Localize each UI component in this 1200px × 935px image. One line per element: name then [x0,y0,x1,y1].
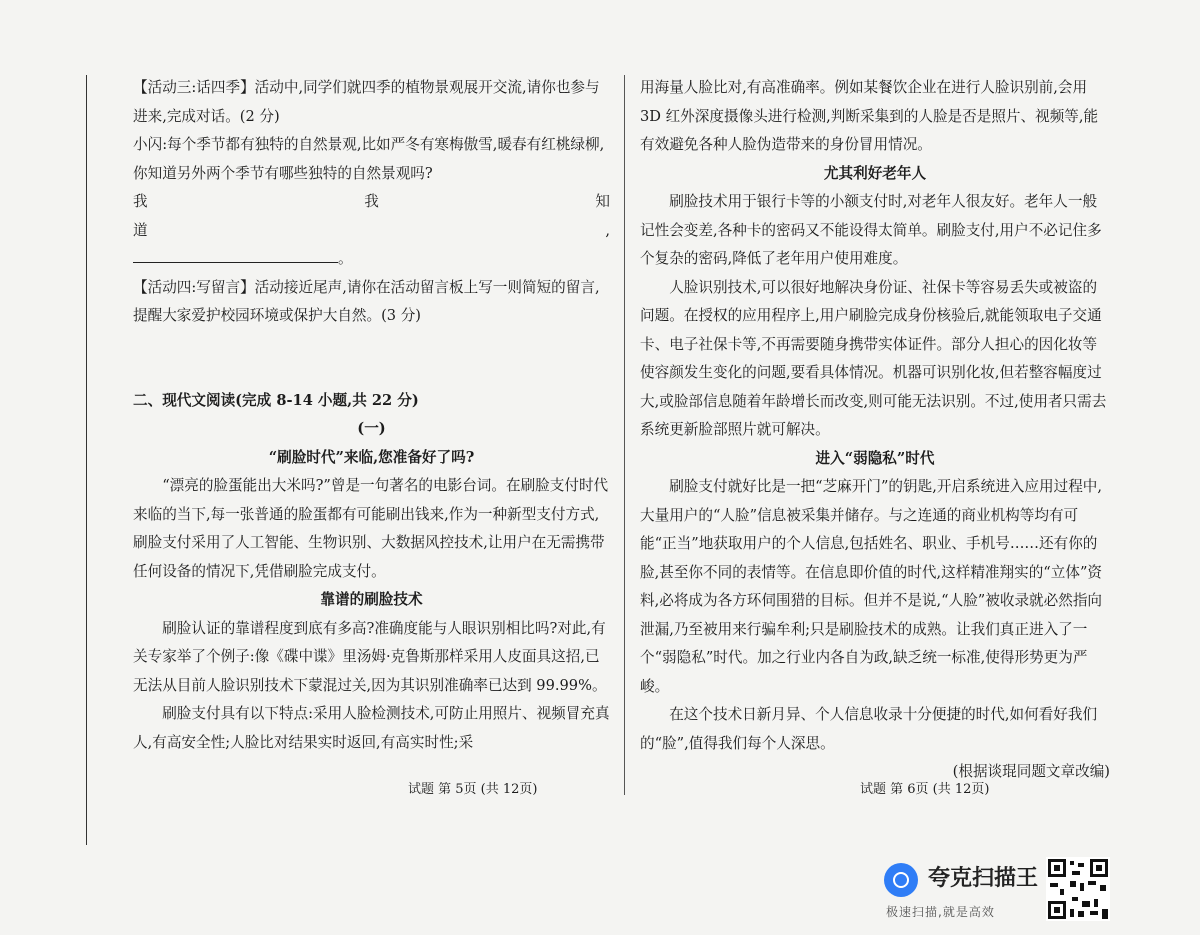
scanner-watermark [880,857,1140,927]
left-page [133,74,610,757]
binding-margin-line [86,75,87,845]
watermark-brand: 夸克扫描王 [928,866,1039,891]
answer-word: , [605,221,610,239]
article-paragraph: 用海量人脸比对,有高准确率。例如某餐饮企业在进行人脸识别前,会用 3D 红外深度摄像头进行检测,判断采集到的人脸是否是照片、视频等,能有效避免各种人脸伪造带来的身份冒用情况。 [640,79,1099,153]
article-heading: 尤其利好老年人 [823,164,927,182]
subsection-label: (一) [357,420,386,437]
right-page [640,74,1110,787]
watermark-slogan: 极速扫描,就是高效 [886,905,995,919]
page-footer-right: 试题 第 6页 (共 12页) [860,782,990,797]
article-paragraph: 刷脸认证的靠谱程度到底有多高?准确度能与人眼识别相比吗?对此,有关专家举了个例子:像《碟中谍》里汤姆·克鲁斯那样采用人皮面具这招,已无法从目前人脸识别技术下蒙混过关,因为其识别准确率已达到 99.99%。 [133,619,607,694]
source-note: (根据谈琨同题文章改编) [952,763,1110,780]
page-footer-left: 试题 第 5页 (共 12页) [408,782,538,797]
scanner-logo-icon [884,863,918,897]
answer-row-2 [133,217,610,246]
article-paragraph: 刷脸技术用于银行卡等的小额支付时,对老年人很友好。老年人一般记性会变差,各种卡的密码又不能设得太简单。刷脸支付,用户不必记住多个复杂的密码,降低了老年用户使用难度。 [640,193,1102,267]
article-paragraph: 人脸识别技术,可以很好地解决身份证、社保卡等容易丢失或被盗的问题。在授权的应用程序上,用户刷脸完成身份核验后,就能领取电子交通卡、电子社保卡等,不再需要随身携带实体证件。部分人担心的因化妆等使容颜发生变化的问题,要看具体情况。机器可识别化妆,但若整容幅度过大,或脸部信息随着年龄增长而改变,则可能无法识别。不过,使用者只需去系统更新脸部照片就可解决。 [640,278,1107,438]
article-paragraph: 在这个技术日新月异、个人信息收录十分便捷的时代,如何看好我们的“脸”,值得我们每个人深思。 [640,706,1098,752]
section-title: 二、现代文阅读(完成 8-14 小题,共 22 分) [133,391,419,409]
activity4-prompt: 【活动四:写留言】活动接近尾声,请你在活动留言板上写一则简短的留言,提醒大家爱护校园环境或保护大自然。(3 分) [133,278,600,324]
answer-word: 道 [133,221,148,239]
article-heading: 进入“弱隐私”时代 [815,449,935,467]
activity3-dialogue: 小闪:每个季节都有独特的自然景观,比如严冬有寒梅傲雪,暖春有红桃绿柳,你知道另外两个季节有哪些独特的自然景观吗? [133,136,605,182]
answer-word: 我 [364,193,379,210]
answer-blank-line: 。 [133,245,610,274]
article-paragraph: 刷脸支付具有以下特点:采用人脸检测技术,可防止用照片、视频冒充真人,有高安全性;人脸比对结果实时返回,有高实时性;采 [133,705,610,751]
page-divider-line [624,75,625,795]
fill-blank[interactable] [133,248,338,263]
article-paragraph: “漂亮的脸蛋能出大米吗?”曾是一句著名的电影台词。在刷脸支付时代来临的当下,每一张普通的脸蛋都有可能刷出钱来,作为一种新型支付方式,刷脸支付采用了人工智能、生物识别、大数据风控技术,让用户在无需携带任何设备的情况下,凭借刷脸完成支付。 [133,477,609,580]
article-heading: 靠谱的刷脸技术 [320,591,423,608]
qr-code-icon [1046,857,1110,921]
answer-row-1 [133,188,610,217]
article-paragraph: 刷脸支付就好比是一把“芝麻开门”的钥匙,开启系统进入应用过程中,大量用户的“人脸”信息被采集并储存。与之连通的商业机构等均有可能“正当”地获取用户的个人信息,包括姓名、职业、手机号……还有你的脸,甚至你不同的表情等。在信息即价值的时代,这样精准翔实的“立体”资料,必将成为各方环伺围猎的目标。但并不是说,“人脸”被收录就必然指向泄漏,乃至被用来行骗牟利;只是刷脸技术的成熟。让我们真正进入了一个“弱隐私”时代。加之行业内各自为政,缺乏统一标准,使得形势更为严峻。 [640,478,1103,695]
article-title: “刷脸时代”来临,您准备好了吗? [268,448,475,466]
answer-word: 知 [595,193,610,210]
answer-word: 我 [133,193,148,210]
activity3-prompt: 【活动三:话四季】活动中,同学们就四季的植物景观展开交流,请你也参与进来,完成对话。(2 分) [133,79,600,125]
